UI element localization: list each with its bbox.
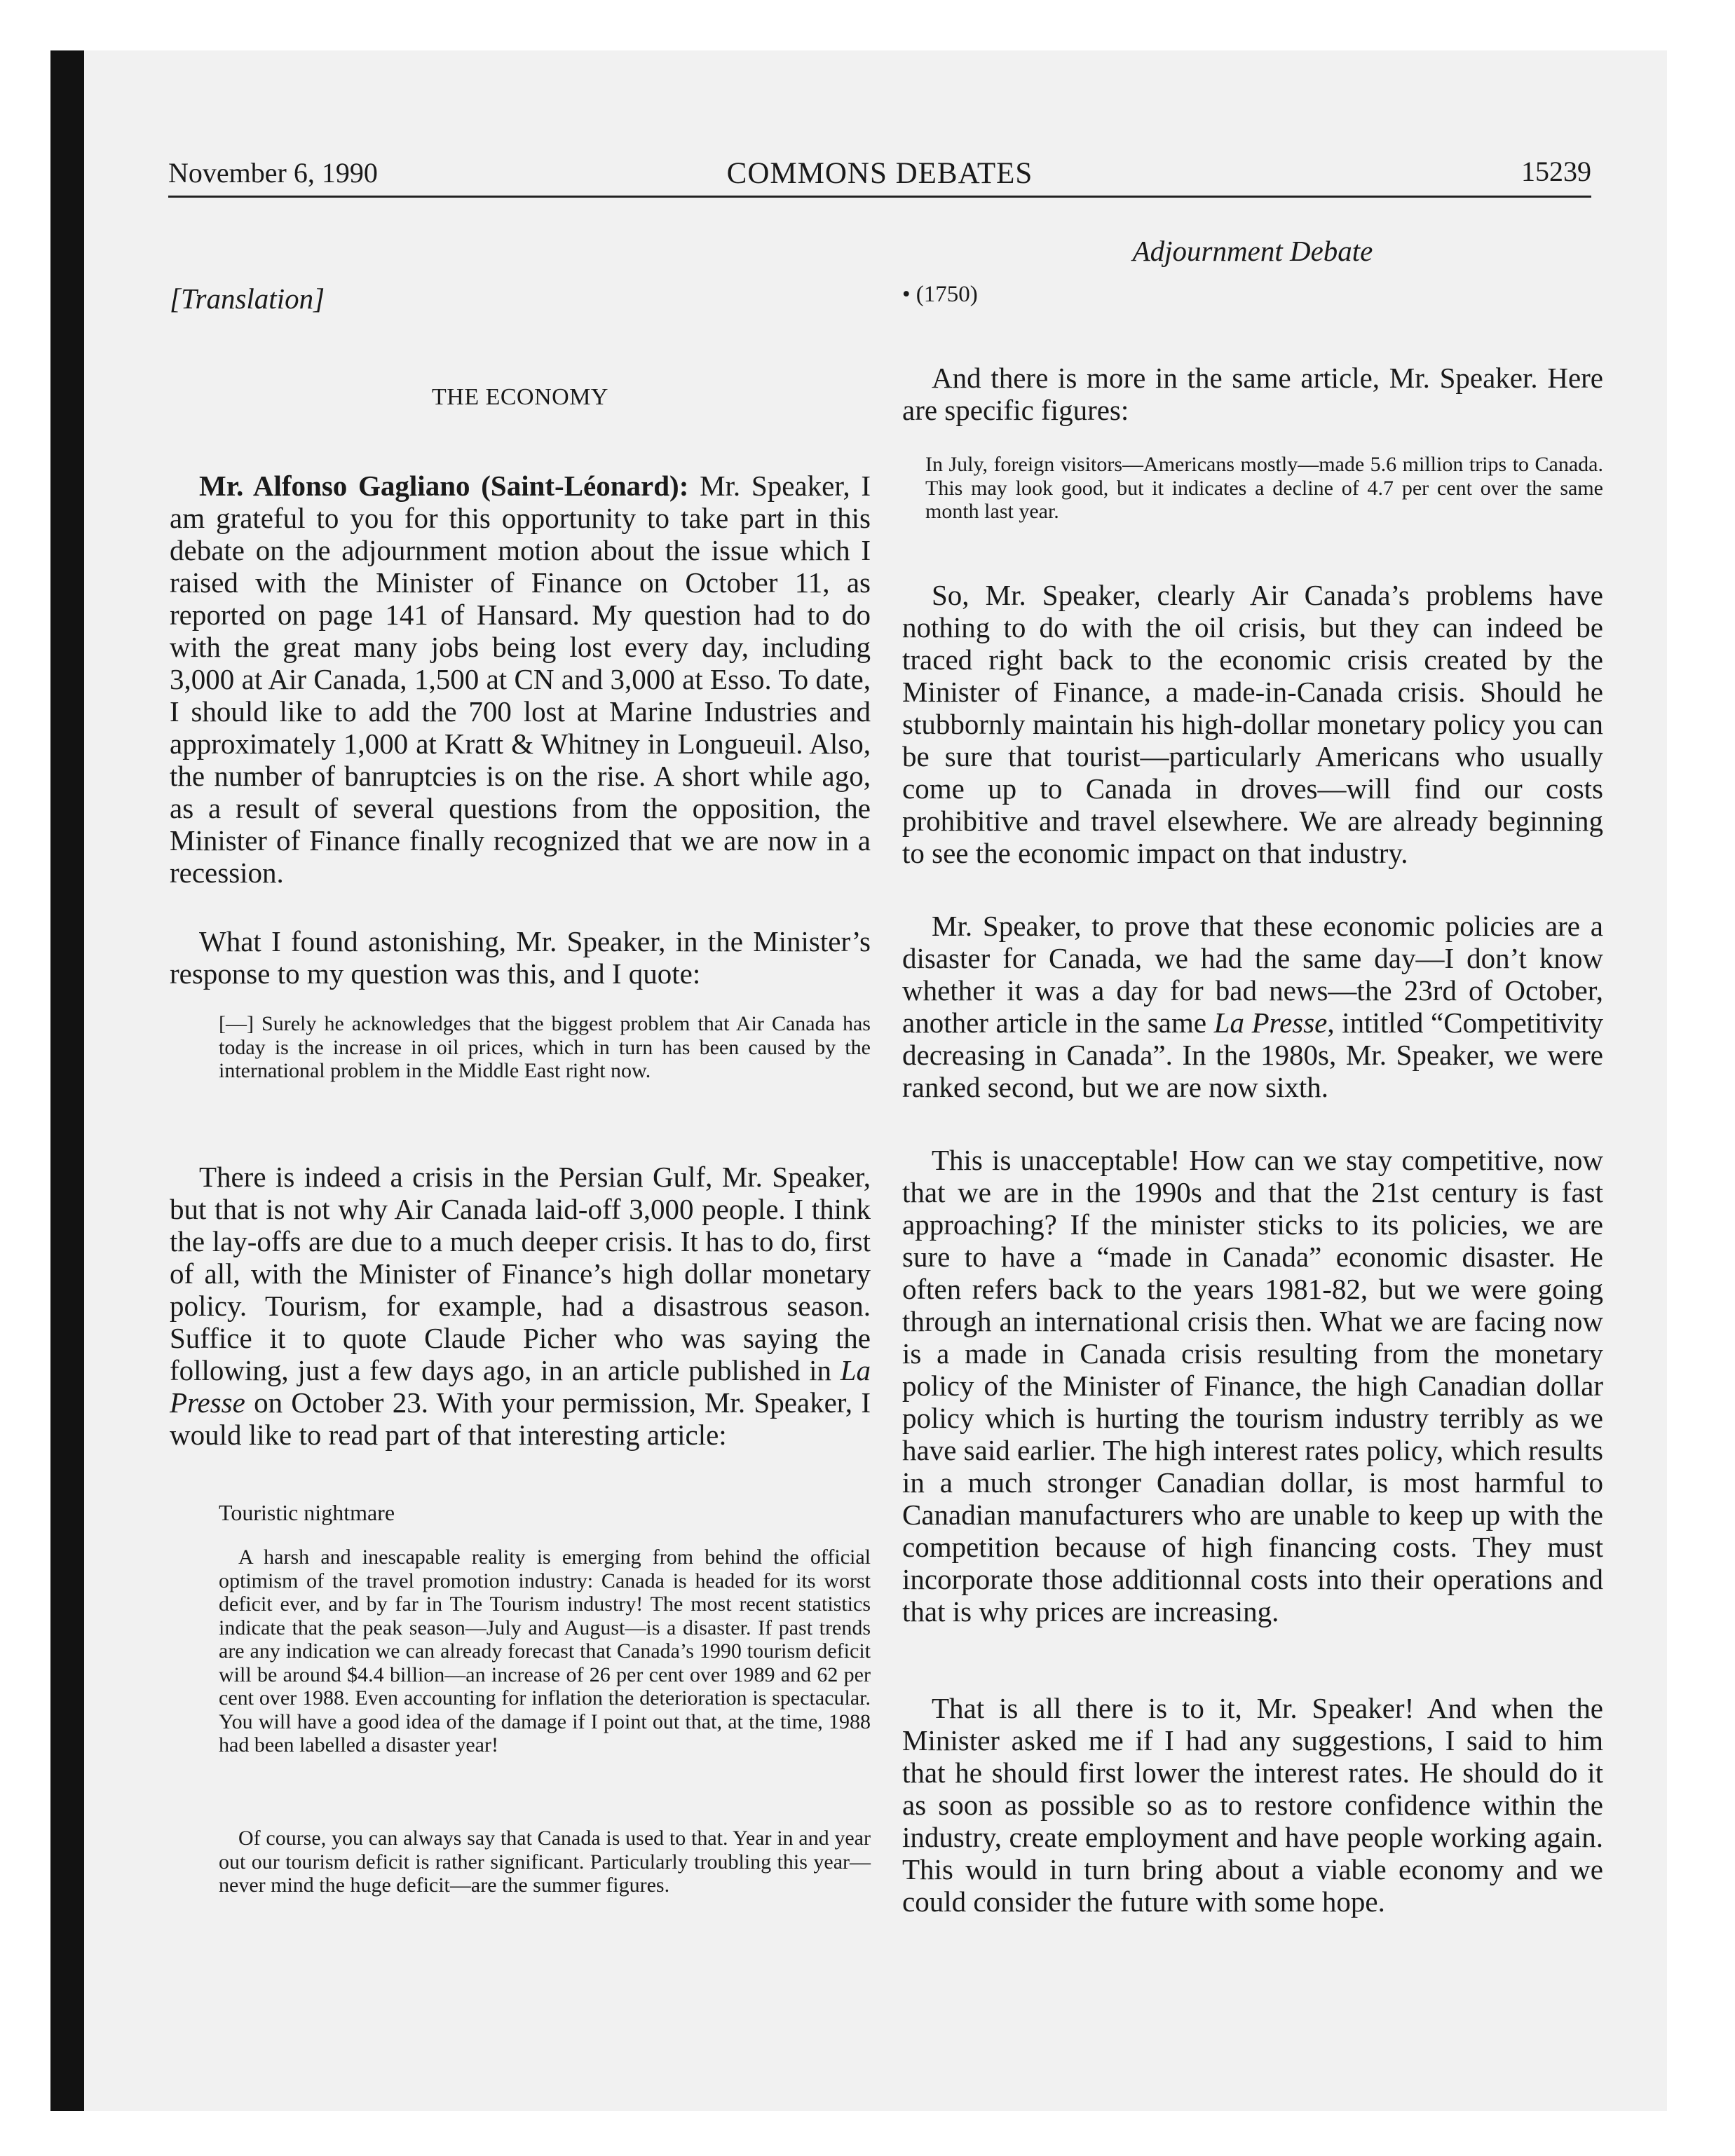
speech-paragraph-5: So, Mr. Speaker, clearly Air Canada’s problems have nothing to do with the oil crisis, but they can indeed be traced right back to the economic crisis created by the Minister of Finance, a made-in-Canada crisis. Should he stubbornly maintain his high-dollar monetary policy you can be sure that tourist—particularly Americans who usually come up to Canada in droves—will find our costs prohibitive and travel elsewhere. We are already beginning to see the economic impact on that industry. — [902, 579, 1603, 869]
speaker-name: Mr. Alfonso Gagliano (Saint-Léonard): — [199, 470, 689, 502]
scan-edge-shadow — [50, 50, 84, 2111]
speech-paragraph-4: And there is more in the same article, Mr. Speaker. Here are specific figures: — [902, 362, 1603, 426]
article-quote-paragraph-1: A harsh and inescapable reality is emerging from behind the official optimism of the travel promotion industry: Canada is headed for its worst deficit ever, and by far in The Tourism industry! The most recent statistics indicate that the peak season—July and August—is a disaster. If past trends are any indication we can already forecast that Canada’s 1990 tourism deficit will be around $4.4 billion—an increase of 26 per cent over 1989 and 62 per cent over 1988. Even accounting for inflation the deterioration is spectacular. You will have a good idea of the damage if I point out that, at the time, 1988 had been labelled a disaster year! — [219, 1546, 871, 1756]
speech-paragraph-1 — [170, 470, 871, 889]
speech-paragraph-3 — [170, 1161, 871, 1451]
speech-paragraph-7: This is unacceptable! How can we stay competitive, now that we are in the 1990s and that the 21st century is fast approaching? If the minister sticks to its policies, we are sure to have a “made in Canada” economic disaster. He often refers back to the years 1981-82, but we were going through an international crisis then. What we are facing now is a made in Canada crisis resulting from the monetary policy of the Minister of Finance, the high Canadian dollar policy which is hurting the tourism industry terribly as we have said earlier. The high interest rates policy, which results in a much stronger Canadian dollar, is most harmful to Canadian manufacturers who are unable to keep up with the competition because of high financing costs. They must incorporate those additionnal costs into their operations and that is why prices are increasing. — [902, 1144, 1603, 1628]
speech-paragraph-6-text-a: Mr. Speaker, to prove that these economic policies are a disaster for Canada, we had the same day—I don’t know whether it was a day for bad news—the 23rd of October, another article in the same — [902, 910, 1603, 1039]
speech-paragraph-8: That is all there is to it, Mr. Speaker! And when the Minister asked me if I had any suggestions, I said to him that he should first lower the interest rates. He should do it as soon as possible so as to restore confidence within the industry, create employment and have people working again. This would in turn bring about a viable economy and we could consider the future with some hope. — [902, 1692, 1603, 1918]
header-title: COMMONS DEBATES — [726, 157, 1033, 190]
speech-paragraph-6 — [902, 910, 1603, 1103]
article-quote-paragraph-2: Of course, you can always say that Canada is used to that. Year in and year out our tourism deficit is rather significant. Particularly troubling this year—never mind the huge deficit—are the summer figures. — [219, 1827, 871, 1897]
header-page-number: 15239 — [1521, 156, 1591, 187]
minister-quote: [—] Surely he acknowledges that the biggest problem that Air Canada has today is the increase in oil prices, which in turn has been caused by the international problem in the Middle East right now. — [219, 1012, 871, 1082]
section-tag-adjournment-debate: Adjournment Debate — [1132, 235, 1373, 267]
translation-tag: [Translation] — [170, 282, 325, 315]
speech-paragraph-3-text-a: There is indeed a crisis in the Persian Gulf, Mr. Speaker, but that is not why Air Canada laid-off 3,000 people. I think the lay-offs are due to a much deeper crisis. It has to do, first of all, with the Minister of Finance’s high dollar monetary policy. Tourism, for example, had a disastrous season. Suffice it to quote Claude Picher who was saying the following, just a few days ago, in an article published in — [170, 1161, 871, 1386]
speech-paragraph-1-text: Mr. Speaker, I am grateful to you for this opportunity to take part in this debate on the adjournment motion about the issue which I raised with the Minister of Finance on October 11, as reported on page 141 of Hansard. My question had to do with the great many jobs being lost every day, including 3,000 at Air Canada, 1,500 at CN and 3,000 at Esso. To date, I should like to add the 700 lost at Marine Industries and approximately 1,000 at Kratt & Whitney in Longueuil. Also, the number of banruptcies is on the rise. A short while ago, as a result of several questions from the opposition, the Minister of Finance finally recognized that we are now in a recession. — [170, 470, 871, 889]
article-title: Touristic nightmare — [219, 1500, 395, 1525]
section-heading: THE ECONOMY — [432, 384, 608, 410]
speech-paragraph-3-text-b: on October 23. With your permission, Mr. Speaker, I would like to read part of that interesting article: — [170, 1386, 871, 1451]
newspaper-name: La Presse — [170, 1354, 871, 1419]
header-date: November 6, 1990 — [168, 157, 378, 189]
newspaper-name-2: La Presse — [1213, 1007, 1328, 1039]
figures-quote: In July, foreign visitors—Americans mostly—made 5.6 million trips to Canada. This may look good, but it indicates a decline of 4.7 per cent over the same month last year. — [925, 453, 1603, 523]
page-header — [168, 151, 1591, 198]
speech-paragraph-6-text-b: , intitled “Competitivity decreasing in Canada”. In the 1980s, Mr. Speaker, we were ranked second, but we are now sixth. — [902, 1007, 1603, 1103]
speech-paragraph-2: What I found astonishing, Mr. Speaker, in the Minister’s response to my question was this, and I quote: — [170, 925, 871, 990]
time-marker: • (1750) — [902, 282, 978, 307]
